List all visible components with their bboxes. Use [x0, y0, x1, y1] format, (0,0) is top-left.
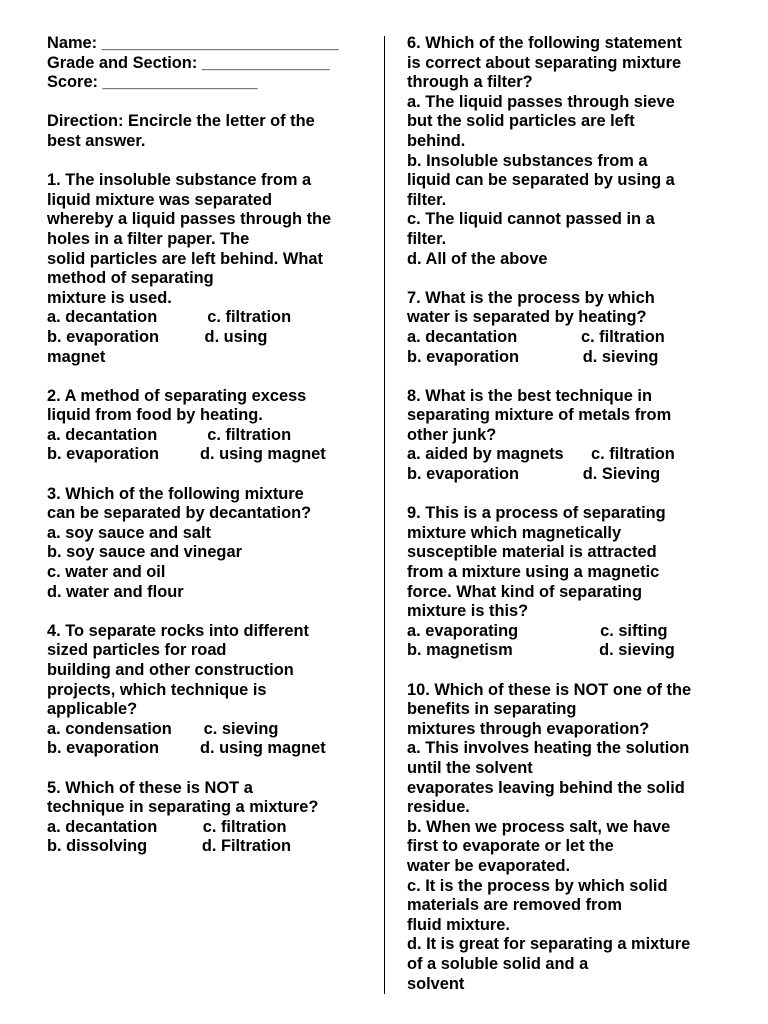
- grade-section-field-line: Grade and Section: ______________: [47, 53, 330, 72]
- question-line: mixture is this?: [407, 602, 529, 621]
- question-line: liquid from food by heating.: [47, 406, 263, 425]
- question-line: b. dissolving d. Filtration: [47, 837, 292, 856]
- question-block: [407, 681, 737, 995]
- question-line: c. water and oil: [47, 563, 166, 582]
- direction-line: best answer.: [47, 131, 146, 150]
- left-column: [47, 34, 372, 857]
- question-line: susceptible material is attracted: [407, 543, 657, 562]
- question-block: [47, 171, 372, 367]
- question-line: projects, which technique is: [47, 680, 267, 699]
- question-line: a. decantation c. filtration: [47, 817, 287, 836]
- question-line: behind.: [407, 131, 466, 150]
- question-line: a. aided by magnets c. filtration: [407, 445, 675, 464]
- question-line: other junk?: [407, 425, 497, 444]
- question-line: b. When we process salt, we have: [407, 817, 671, 836]
- question-line: filter.: [407, 190, 447, 209]
- question-line: b. evaporation d. sieving: [407, 347, 659, 366]
- score-field-line: Score: _________________: [47, 73, 258, 92]
- question-line: c. The liquid cannot passed in a: [407, 210, 655, 229]
- question-line: 5. Which of these is NOT a: [47, 778, 253, 797]
- question-line: whereby a liquid passes through the: [47, 210, 332, 229]
- question-line: benefits in separating: [407, 700, 577, 719]
- question-line: solvent: [407, 974, 465, 993]
- question-line: magnet: [47, 347, 106, 366]
- question-line: 8. What is the best technique in: [407, 386, 652, 405]
- question-line: b. Insoluble substances from a: [407, 151, 648, 170]
- question-line: d. water and flour: [47, 582, 184, 601]
- question-line: 4. To separate rocks into different: [47, 621, 310, 640]
- question-line: b. evaporation d. using magnet: [47, 445, 326, 464]
- question-line: d. It is great for separating a mixture: [407, 935, 691, 954]
- question-line: b. magnetism d. sieving: [407, 641, 675, 660]
- column-divider: [384, 36, 385, 994]
- question-line: c. It is the process by which solid: [407, 876, 668, 895]
- question-block: [407, 504, 737, 661]
- question-line: residue.: [407, 798, 470, 817]
- question-line: is correct about separating mixture: [407, 53, 682, 72]
- question-line: 6. Which of the following statement: [407, 34, 682, 52]
- question-line: materials are removed from: [407, 896, 622, 915]
- question-line: from a mixture using a magnetic: [407, 563, 660, 582]
- question-line: a. decantation c. filtration: [407, 327, 665, 346]
- question-line: water is separated by heating?: [407, 308, 647, 327]
- question-line: mixture which magnetically: [407, 523, 622, 542]
- question-line: b. evaporation d. Sieving: [407, 465, 661, 484]
- question-line: 2. A method of separating excess: [47, 386, 307, 405]
- question-block: [47, 779, 372, 857]
- question-line: b. soy sauce and vinegar: [47, 543, 242, 562]
- question-line: until the solvent: [407, 758, 533, 777]
- name-field-line: Name: __________________________: [47, 34, 339, 52]
- question-line: solid particles are left behind. What: [47, 249, 323, 268]
- question-line: sized particles for road: [47, 641, 227, 660]
- question-line: b. evaporation d. using magnet: [47, 739, 326, 758]
- question-line: technique in separating a mixture?: [47, 798, 319, 817]
- student-info-header: [47, 34, 372, 93]
- question-line: applicable?: [47, 700, 138, 719]
- question-line: through a filter?: [407, 73, 533, 92]
- question-line: filter.: [407, 229, 447, 248]
- question-line: can be separated by decantation?: [47, 504, 312, 523]
- right-column: [407, 34, 737, 994]
- question-line: building and other construction: [47, 661, 294, 679]
- question-line: a. condensation c. sieving: [47, 719, 279, 738]
- question-line: b. evaporation d. using: [47, 327, 268, 346]
- question-line: water be evaporated.: [407, 856, 571, 875]
- question-line: 1. The insoluble substance from a: [47, 171, 312, 190]
- question-line: a. soy sauce and salt: [47, 523, 211, 542]
- question-line: of a soluble solid and a: [407, 954, 589, 973]
- question-line: 9. This is a process of separating: [407, 504, 666, 523]
- question-line: evaporates leaving behind the solid: [407, 778, 685, 797]
- question-line: a. decantation c. filtration: [47, 425, 292, 444]
- question-line: a. The liquid passes through sieve: [407, 92, 675, 111]
- question-line: liquid can be separated by using a: [407, 171, 675, 190]
- question-line: 7. What is the process by which: [407, 288, 655, 307]
- question-line: separating mixture of metals from: [407, 406, 672, 425]
- question-line: but the solid particles are left: [407, 112, 635, 131]
- question-line: a. decantation c. filtration: [47, 308, 292, 327]
- question-block: [47, 622, 372, 759]
- question-block: [47, 485, 372, 603]
- question-line: method of separating: [47, 269, 214, 288]
- question-line: holes in a filter paper. The: [47, 229, 250, 248]
- question-block: [47, 387, 372, 465]
- question-block: [407, 387, 737, 485]
- question-line: a. evaporating c. sifting: [407, 621, 668, 640]
- question-line: force. What kind of separating: [407, 582, 642, 601]
- question-line: mixture is used.: [47, 288, 172, 307]
- question-block: [407, 289, 737, 367]
- question-line: d. All of the above: [407, 249, 548, 268]
- question-line: 10. Which of these is NOT one of the: [407, 680, 692, 699]
- question-block: [407, 34, 737, 269]
- question-line: 3. Which of the following mixture: [47, 484, 304, 503]
- direction-text: [47, 112, 372, 151]
- question-line: mixtures through evaporation?: [407, 719, 650, 738]
- direction-line: Direction: Encircle the letter of the: [47, 112, 315, 131]
- question-line: liquid mixture was separated: [47, 190, 272, 209]
- question-line: first to evaporate or let the: [407, 837, 614, 856]
- question-line: fluid mixture.: [407, 915, 510, 934]
- question-line: a. This involves heating the solution: [407, 739, 690, 758]
